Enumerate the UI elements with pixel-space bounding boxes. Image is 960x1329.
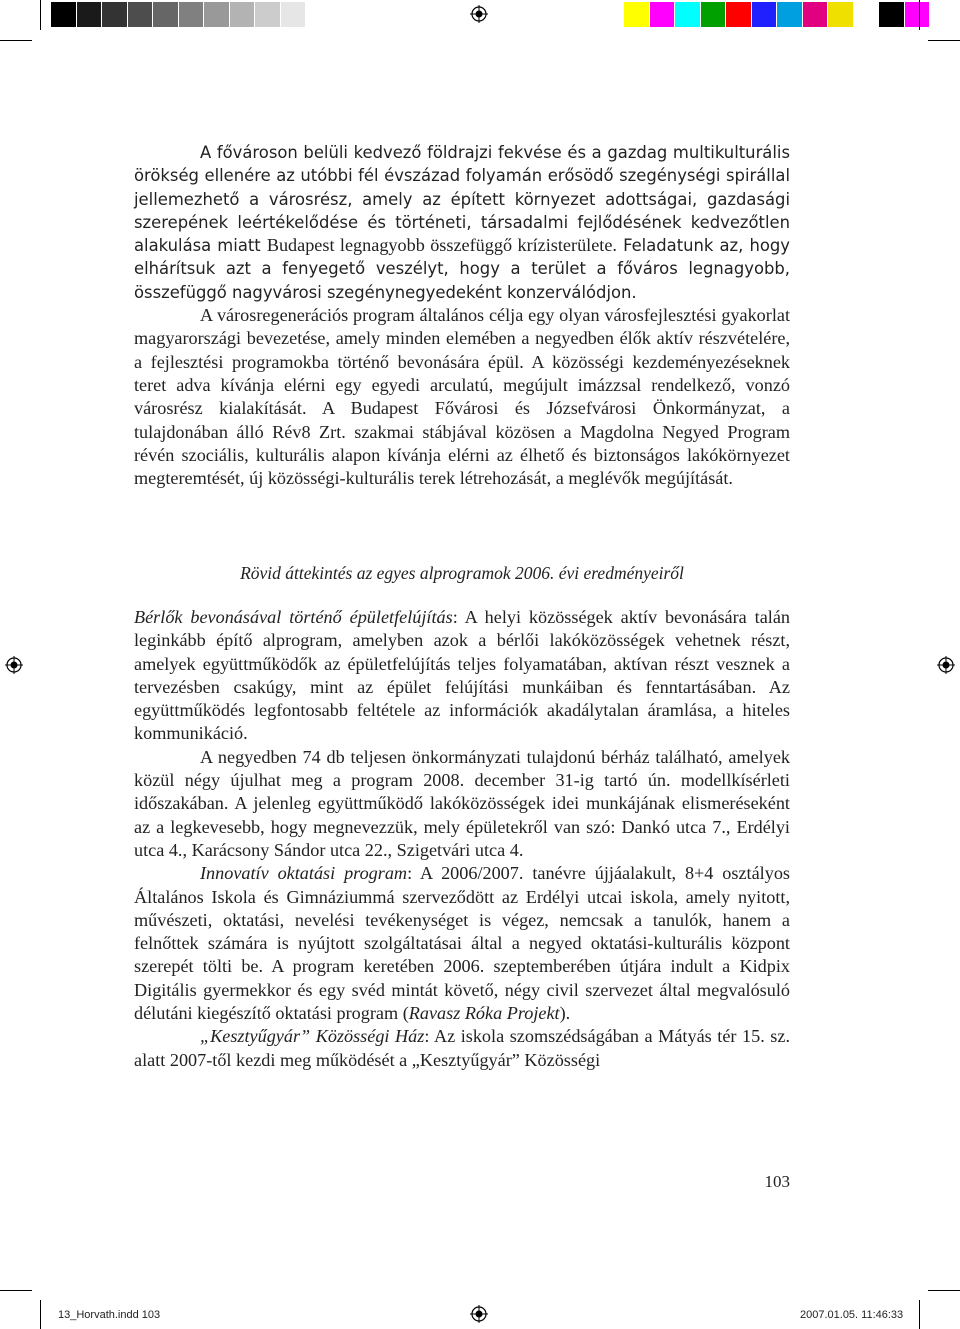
crop-mark-left-vertical <box>40 0 41 30</box>
registration-mark-icon <box>470 1305 488 1323</box>
color-swatch <box>650 2 676 27</box>
slug-filename: 13_Horvath.indd 103 <box>58 1309 161 1321</box>
color-swatch <box>51 2 77 27</box>
registration-mark-icon <box>470 5 488 23</box>
crop-mark-bottom-right <box>928 1290 960 1291</box>
color-swatch <box>752 2 778 27</box>
paragraph: Innovatív oktatási program: A 2006/2007. tanévre újjáalakult, 8+4 osztályos Általános Iskola és Gimnáziummá szerveződött az Erdélyi utcai iskola, amely nyitott, művészeti, oktatási, nevelési tevékenységet is végez, nemcsak a tanulók, hanem a felnőttek számára is nyújtott szolgáltatásai által a negyed oktatási-kulturális központ szerepét tölti be. A program keretében 2006. szeptemberében útjára indult a Kidpix Digitális gyermekkor és egy svéd mintát követő, négy civil szervezet által megvalósuló délutáni kiegészítő oktatási program (Ravasz Róka Projekt). <box>134 863 790 1024</box>
registration-mark-icon <box>937 656 955 674</box>
color-swatch <box>726 2 752 27</box>
color-swatch <box>102 2 128 27</box>
crop-mark-bottom-left <box>0 1290 32 1291</box>
color-swatch <box>624 2 650 27</box>
color-swatch <box>179 2 205 27</box>
color-swatch <box>828 2 854 27</box>
crop-mark-bottom-left-vertical <box>40 1300 41 1329</box>
crop-mark-top-right <box>928 40 960 41</box>
color-swatch <box>77 2 103 27</box>
color-swatch <box>777 2 803 27</box>
section-text <box>134 606 790 1072</box>
color-swatch <box>701 2 727 27</box>
paragraph: A negyedben 74 db teljesen önkormányzati tulajdonú bérház található, amelyek közül négy újulhat meg a program 2008. december 31-ig tartó ún. modellkísérleti időszakában. A jelenleg együttműködő lakóközösségek idei munkájának elismeréseként az a legkevesebb, hogy megnevezzük, mely épületekről van szó: Dankó utca 7., Erdélyi utca 4., Karácsony Sándor utca 22., Szigetvári utca 4. <box>134 746 790 860</box>
crop-mark-bottom-right-vertical <box>919 1300 920 1329</box>
paragraph: Bérlők bevonásával történő épületfelújítás: A helyi közösségek aktív bevonására talán leginkább építő alprogram, amelyben azok a bérlői lakóközösségek vehetnek részt, amelyek együttműködők az épületfelújítás teljes folyamatában, aktívan részt vesznek a tervezésben csakúgy, mint az épület felújítási munkáiban és fenntartásában. Az együttműködés legfontosabb feltétele az információk akadálytalan áramlása, a hiteles kommunikáció. <box>134 607 790 744</box>
registration-mark-icon <box>5 656 23 674</box>
color-swatch <box>905 2 931 27</box>
color-swatch <box>230 2 256 27</box>
grayscale-color-bar <box>51 2 306 27</box>
color-swatch <box>803 2 829 27</box>
color-swatch <box>854 2 880 27</box>
color-swatch <box>281 2 307 27</box>
color-swatch <box>675 2 701 27</box>
section-heading: Rövid áttekintés az egyes alprogramok 2006. évi eredményeiről <box>240 563 684 583</box>
color-swatch <box>255 2 281 27</box>
process-color-bar <box>624 2 930 27</box>
page-number: 103 <box>764 1172 790 1191</box>
color-swatch <box>879 2 905 27</box>
slug-timestamp: 2007.01.05. 11:46:33 <box>800 1309 904 1321</box>
color-swatch <box>128 2 154 27</box>
crop-mark-top-left <box>0 40 32 41</box>
intro-text <box>134 141 790 490</box>
color-swatch <box>153 2 179 27</box>
crop-mark-right-vertical <box>919 0 920 30</box>
paragraph: A fővároson belüli kedvező földrajzi fekvése és a gazdag multikulturális örökség ellenére az utóbbi fél évszázad folyamán erősödő szegénységi spirállal jellemezhető a városrész, amely az épített környezet adottságai, gazdasági szerepének leértékelődése és történeti, társadalmi fejlődésének kedvezőtlen alakulása miatt Budapest legnagyobb összefüggő krízisterülete. Feladatunk az, hogy elhárítsuk azt a fenyegető veszélyt, hogy a terület a főváros legnagyobb, összefüggő nagyvárosi szegénynegyedeként konzerválódjon. <box>134 143 790 302</box>
color-swatch <box>204 2 230 27</box>
paragraph: A városregenerációs program általános célja egy olyan városfejlesztési gyakorlat magyarországi bevezetése, amely minden elemében a negyedben élők aktív részvételére, a fejlesztési programokba történő bevonására épül. A közösségi kezdeményezéseknek teret adva kívánja elérni egy egyedi arculatú, megújult imázzsal rendelkező, vonzó városrész kialakítását. A Budapest Fővárosi és Józsefvárosi Önkormányzat, a tulajdonában álló Rév8 Zrt. szakmai stábjával közösen a Magdolna Negyed Program révén szociális, kulturális alapon kívánja elérni az élhető és biztonságos lakókörnyezet megteremtését, új közösségi-kulturális terek létrehozását, a meglévők megújítását. <box>134 305 790 489</box>
paragraph: „Kesztyűgyár” Közösségi Ház: Az iskola szomszédságában a Mátyás tér 15. sz. alatt 2007-től kezdi meg működését a „Kesztyűgyár” Közösségi <box>134 1026 790 1070</box>
